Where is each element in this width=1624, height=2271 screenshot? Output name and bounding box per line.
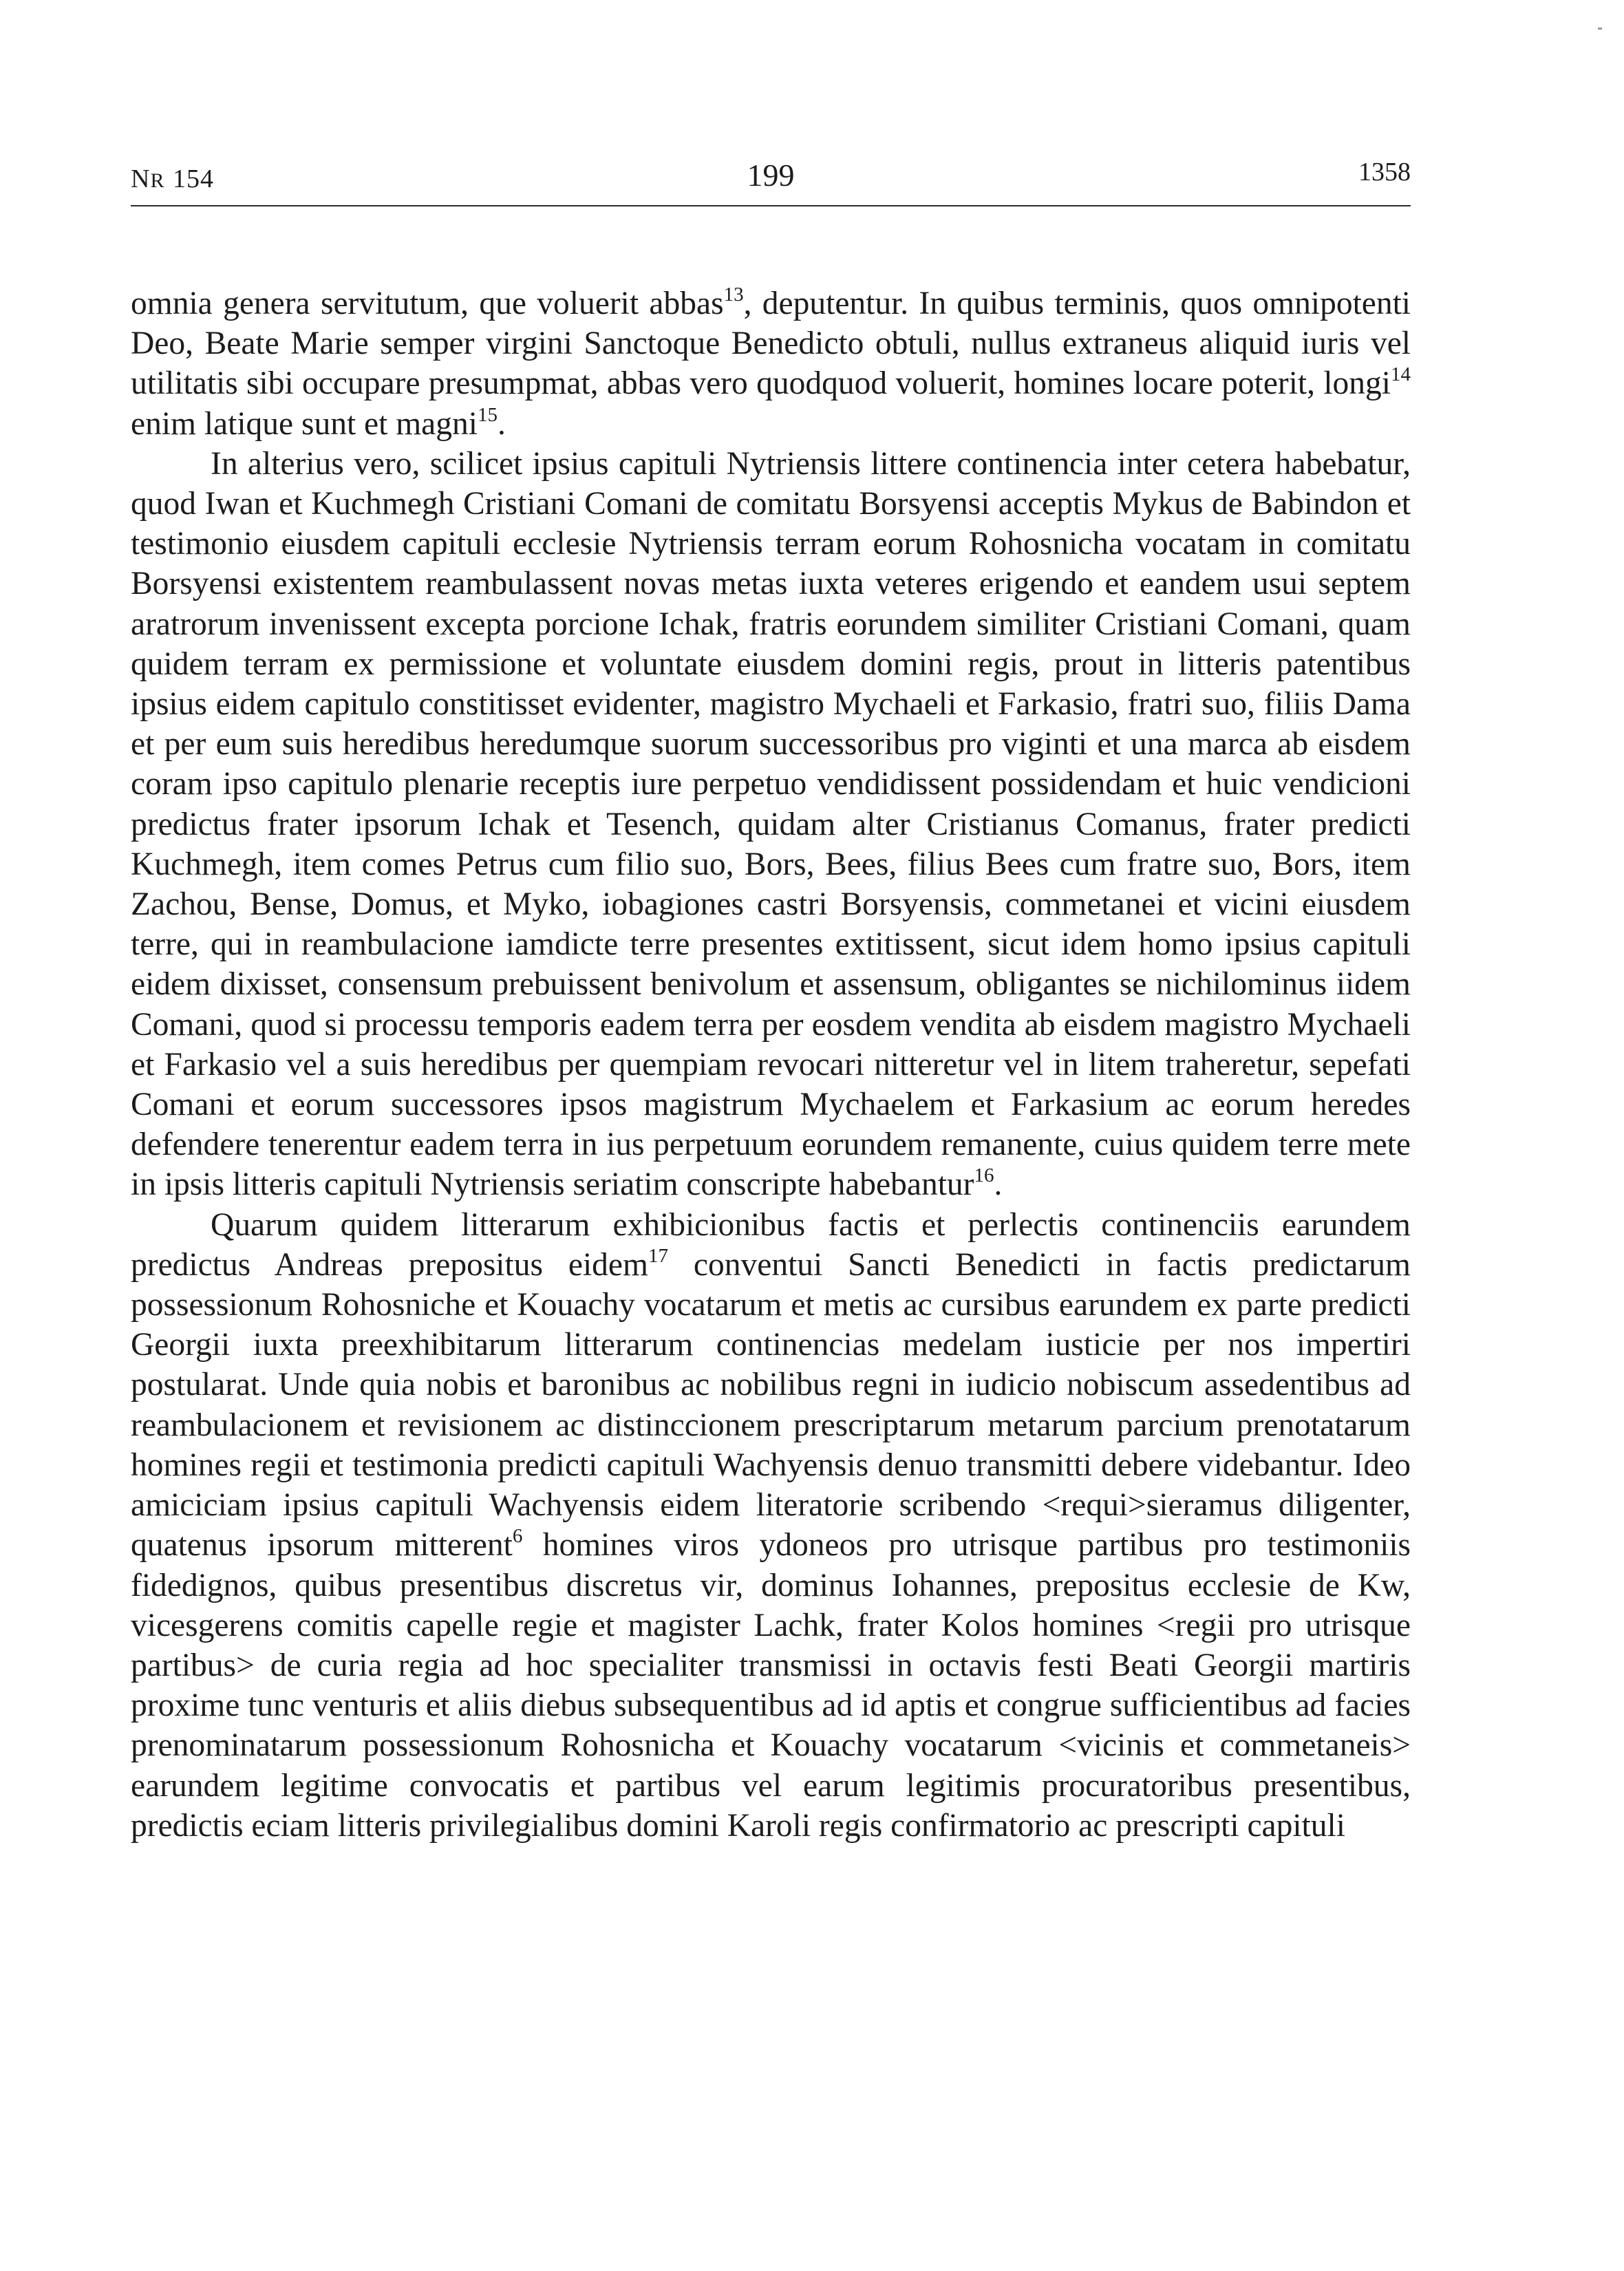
page-number: 199 <box>747 158 795 193</box>
text-run: In alterius vero, scilicet ipsius capituli Nytriensis littere continencia inter cetera habebatur, quod Iwan et Kuchmegh Cristiani Comani de comitatu Borsyensi acceptis Mykus de Babindon et testimonio eiusdem capituli ecclesie Nytriensis terram eorum Rohosnicha vocatam in comitatu Borsyensi existentem reambulassent novas metas iuxta veteres erigendo et eandem usui septem aratrorum invenissent excepta porcione Ichak, fratris eorundem similiter Cristiani Comani, quam quidem terram ex permissione et voluntate eiusdem domini regis, prout in litteris patentibus ipsius eidem capitulo constitisset evidenter, magistro Mychaeli et Farkasio, fratri suo, filiis Dama et per eum suis heredibus heredumque suorum successoribus pro viginti et una marca ab eisdem coram ipso capitulo plenarie receptis iure perpetuo vendidissent possidendam et huic vendicioni predictus frater ipsorum Ichak et Tesench, quidam alter Cristianus Comanus, frater predicti Kuchmegh, item comes Petrus cum filio suo, Bors, Bees, filius Bees cum fratre suo, Bors, item Zachou, Bense, Domus, et Myko, iobagiones castri Borsyensis, commetanei et vicini eiusdem terre, qui in reambulacione iamdicte terre presentes extitissent, sicut idem homo ipsius capituli eidem dixisset, consensum prebuissent benivolum et assensum, obligantes se nichilominus iidem Comani, quod si processu temporis eadem terra per eosdem vendita ab eisdem magistro Mychaeli et Farkasio vel a suis heredibus per quempiam revocari nitteretur vel in litem traheretur, sepefati Comani et eorum successores ipsos magistrum Mychaelem et Farkasium ac eorum heredes defendere tenerentur eadem terra in ius perpetuum eorundem remanente, cuius quidem terre mete in ipsis litteris capituli Nytriensis seriatim conscripte habebantur <box>131 445 1411 1203</box>
text-run: omnia genera servitutum, que voluerit abbas <box>131 286 724 321</box>
body-text <box>131 284 1411 1846</box>
paragraph <box>131 284 1411 444</box>
text-run: , deputentur. In quibus terminis, quos omnipotenti Deo, Beate Marie semper virgini Sanctoque Benedicto obtuli, nullus extraneus aliquid iuris vel utilitatis sibi occupare presumpmat, abbas vero quodquod voluerit, homines locare poterit, longi <box>131 286 1411 402</box>
text-run: . <box>994 1166 1003 1203</box>
doc-number-value: 154 <box>172 164 214 193</box>
footnote-reference: 6 <box>512 1525 523 1548</box>
paragraph <box>131 1205 1411 1846</box>
text-run: Quarum quidem litterarum exhibicionibus factis et perlectis continenciis earundem predictus Andreas prepositus eidem <box>131 1206 1411 1283</box>
doc-number-prefix: N <box>131 164 151 193</box>
footnote-reference: 16 <box>974 1164 994 1187</box>
footnote-reference: 13 <box>723 284 744 306</box>
paragraph <box>131 444 1411 1205</box>
document-year: 1358 <box>1358 158 1411 186</box>
text-run: conventui Sancti Benedicti in factis predictarum possessionum Rohosniche et Kouachy vocatarum et metis ac cursibus earundem ex parte predicti Georgii iuxta preexhibitarum litterarum continencias medelam iusticie per nos impertiri postularat. Unde quia nobis et baronibus ac nobilibus regni in iudicio nobiscum assedentibus ad reambulacionem et revisionem ac distinccionem prescriptarum metarum parcium prenotatarum homines regii et testimonia predicti capituli Wachyensis denuo transmitti debere videbantur. Ideo amiciciam ipsius capituli Wachyensis eidem literatorie scribendo <requi>sieramus diligenter, quatenus ipsorum mitterent <box>131 1246 1411 1564</box>
running-header <box>131 157 1411 206</box>
text-run: . <box>497 405 506 442</box>
footnote-reference: 14 <box>1391 363 1411 386</box>
text-run: enim latique sunt et magni <box>131 405 478 442</box>
doc-number-prefix-small: R <box>150 169 166 192</box>
footnote-reference: 17 <box>648 1244 668 1267</box>
scan-speck <box>1598 28 1602 30</box>
footnote-reference: 15 <box>477 403 498 426</box>
text-run: homines viros ydoneos pro utrisque partibus pro testimoniis fidedignos, quibus presentibus discretus vir, dominus Iohannes, prepositus ecclesie de Kw, vicesgerens comitis capelle regie et magister Lachk, frater Kolos homines <regii pro utrisque partibus> de curia regia ad hoc specialiter transmissi in octavis festi Beati Georgii martiris proxime tunc venturis et aliis diebus subsequentibus ad id aptis et congrue sufficientibus ad facies prenominatarum possessionum Rohosnicha et Kouachy vocatarum <vicinis et commetaneis> earundem legitime convocatis et partibus vel earum legitimis procuratoribus presentibus, predictis eciam litteris privilegialibus domini Karoli regis confirmatorio ac prescripti capituli <box>131 1527 1411 1844</box>
